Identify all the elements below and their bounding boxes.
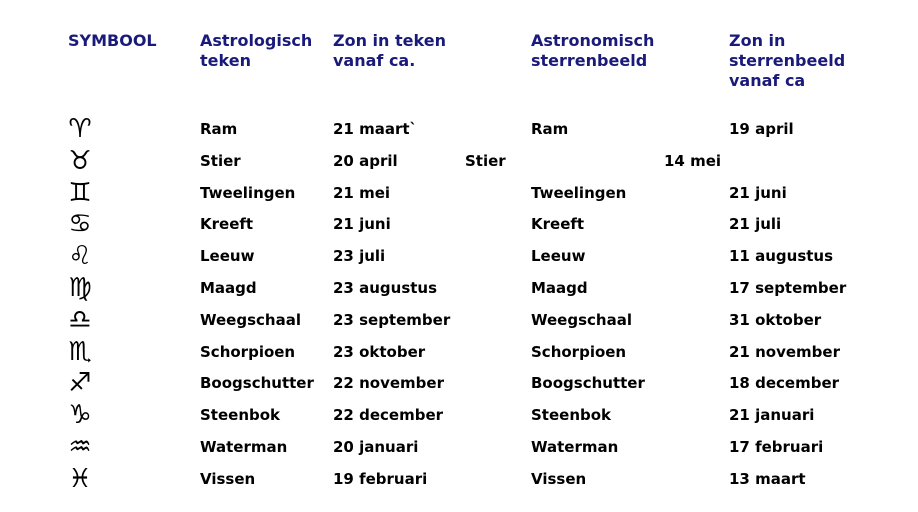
sun-in-constellation-date-cell: 17 februari [729, 437, 824, 456]
sun-in-sign-date-cell: 22 december [333, 406, 444, 425]
constellation-cell: Stier [465, 151, 506, 170]
sun-in-sign-date-cell: 23 oktober [333, 342, 426, 361]
sun-in-sign-date-cell: 21 maart` [333, 120, 418, 138]
table-row [0, 304, 918, 336]
header-astronomical-constellation: Astronomisch sterrenbeeld [531, 31, 655, 70]
sun-in-sign-date-cell: 19 februari [333, 469, 428, 488]
aries-icon: ♈︎ [68, 114, 92, 144]
sun-in-sign-date-cell: 21 mei [333, 183, 391, 202]
constellation-cell: Tweelingen [531, 183, 627, 202]
table-row [0, 177, 918, 209]
cancer-icon: ♋︎ [68, 209, 92, 240]
constellation-cell: Weegschaal [531, 310, 632, 329]
constellation-cell: Schorpioen [531, 342, 627, 361]
header-symbol: SYMBOOL [68, 31, 157, 50]
sun-in-constellation-date-cell: 17 september [729, 278, 847, 297]
header-sun-in-sign-from: Zon in teken vanaf ca. [333, 31, 446, 70]
table-row [0, 431, 918, 463]
table-row [0, 113, 918, 145]
constellation-cell: Boogschutter [531, 374, 645, 393]
pisces-icon: ♓︎ [68, 463, 92, 494]
sun-in-constellation-date-cell: 19 april [729, 120, 794, 138]
constellation-cell: Ram [531, 120, 569, 138]
constellation-cell: Kreeft [531, 215, 585, 234]
sun-in-constellation-date-cell: 18 december [729, 374, 840, 393]
sun-in-constellation-date-cell: 11 augustus [729, 247, 834, 266]
table-row [0, 399, 918, 431]
astrological-sign-cell: Weegschaal [200, 310, 301, 329]
astrological-sign-cell: Maagd [200, 278, 257, 297]
astrological-sign-cell: Ram [200, 120, 238, 138]
sun-in-sign-date-cell: 20 januari [333, 437, 419, 456]
header-astrological-sign: Astrologisch teken [200, 31, 313, 70]
astrological-sign-cell: Vissen [200, 469, 256, 488]
astrological-sign-cell: Tweelingen [200, 183, 296, 202]
sun-in-sign-date-cell: 21 juni [333, 215, 391, 234]
table-row [0, 208, 918, 240]
constellation-cell: Waterman [531, 437, 619, 456]
astrological-sign-cell: Leeuw [200, 247, 255, 266]
zodiac-table-body [0, 113, 918, 495]
sun-in-constellation-date-cell: 21 november [729, 342, 840, 361]
sun-in-constellation-date-cell: 21 januari [729, 406, 815, 425]
astrological-sign-cell: Schorpioen [200, 342, 296, 361]
constellation-cell: Leeuw [531, 247, 586, 266]
table-row [0, 145, 918, 177]
virgo-icon: ♍︎ [68, 272, 92, 303]
table-row [0, 240, 918, 272]
libra-icon: ♎︎ [68, 304, 92, 335]
sun-in-constellation-date-cell: 13 maart [729, 469, 806, 488]
header-sun-in-constellation-from: Zon in sterrenbeeld vanaf ca [729, 31, 846, 90]
sun-in-constellation-date-cell: 21 juni [729, 183, 787, 202]
constellation-cell: Steenbok [531, 406, 612, 425]
leo-icon: ♌︎ [68, 241, 92, 272]
capricorn-icon: ♑︎ [68, 400, 92, 431]
sun-in-constellation-date-cell: 31 oktober [729, 310, 822, 329]
table-row [0, 463, 918, 495]
sun-in-sign-date-cell: 23 augustus [333, 278, 438, 297]
sun-in-sign-date-cell: 23 september [333, 310, 451, 329]
table-row [0, 336, 918, 368]
taurus-icon: ♉︎ [68, 145, 92, 176]
table-row [0, 367, 918, 399]
scorpio-icon: ♏︎ [68, 336, 92, 367]
astrological-sign-cell: Kreeft [200, 215, 254, 234]
astrological-sign-cell: Steenbok [200, 406, 281, 425]
astrological-sign-cell: Waterman [200, 437, 288, 456]
constellation-cell: Maagd [531, 278, 588, 297]
aquarius-icon: ♒︎ [68, 431, 92, 462]
sun-in-sign-date-cell: 23 juli [333, 247, 386, 266]
constellation-cell: Vissen [531, 469, 587, 488]
gemini-icon: ♊︎ [68, 177, 92, 208]
sun-in-sign-date-cell: 22 november [333, 374, 444, 393]
sun-in-constellation-date-cell: 14 mei [664, 151, 722, 170]
astrological-sign-cell: Stier [200, 151, 241, 170]
sagittarius-icon: ♐︎ [68, 368, 92, 399]
sun-in-sign-date-cell: 20 april [333, 151, 398, 170]
astrological-sign-cell: Boogschutter [200, 374, 314, 393]
sun-in-constellation-date-cell: 21 juli [729, 215, 782, 234]
table-row [0, 272, 918, 304]
